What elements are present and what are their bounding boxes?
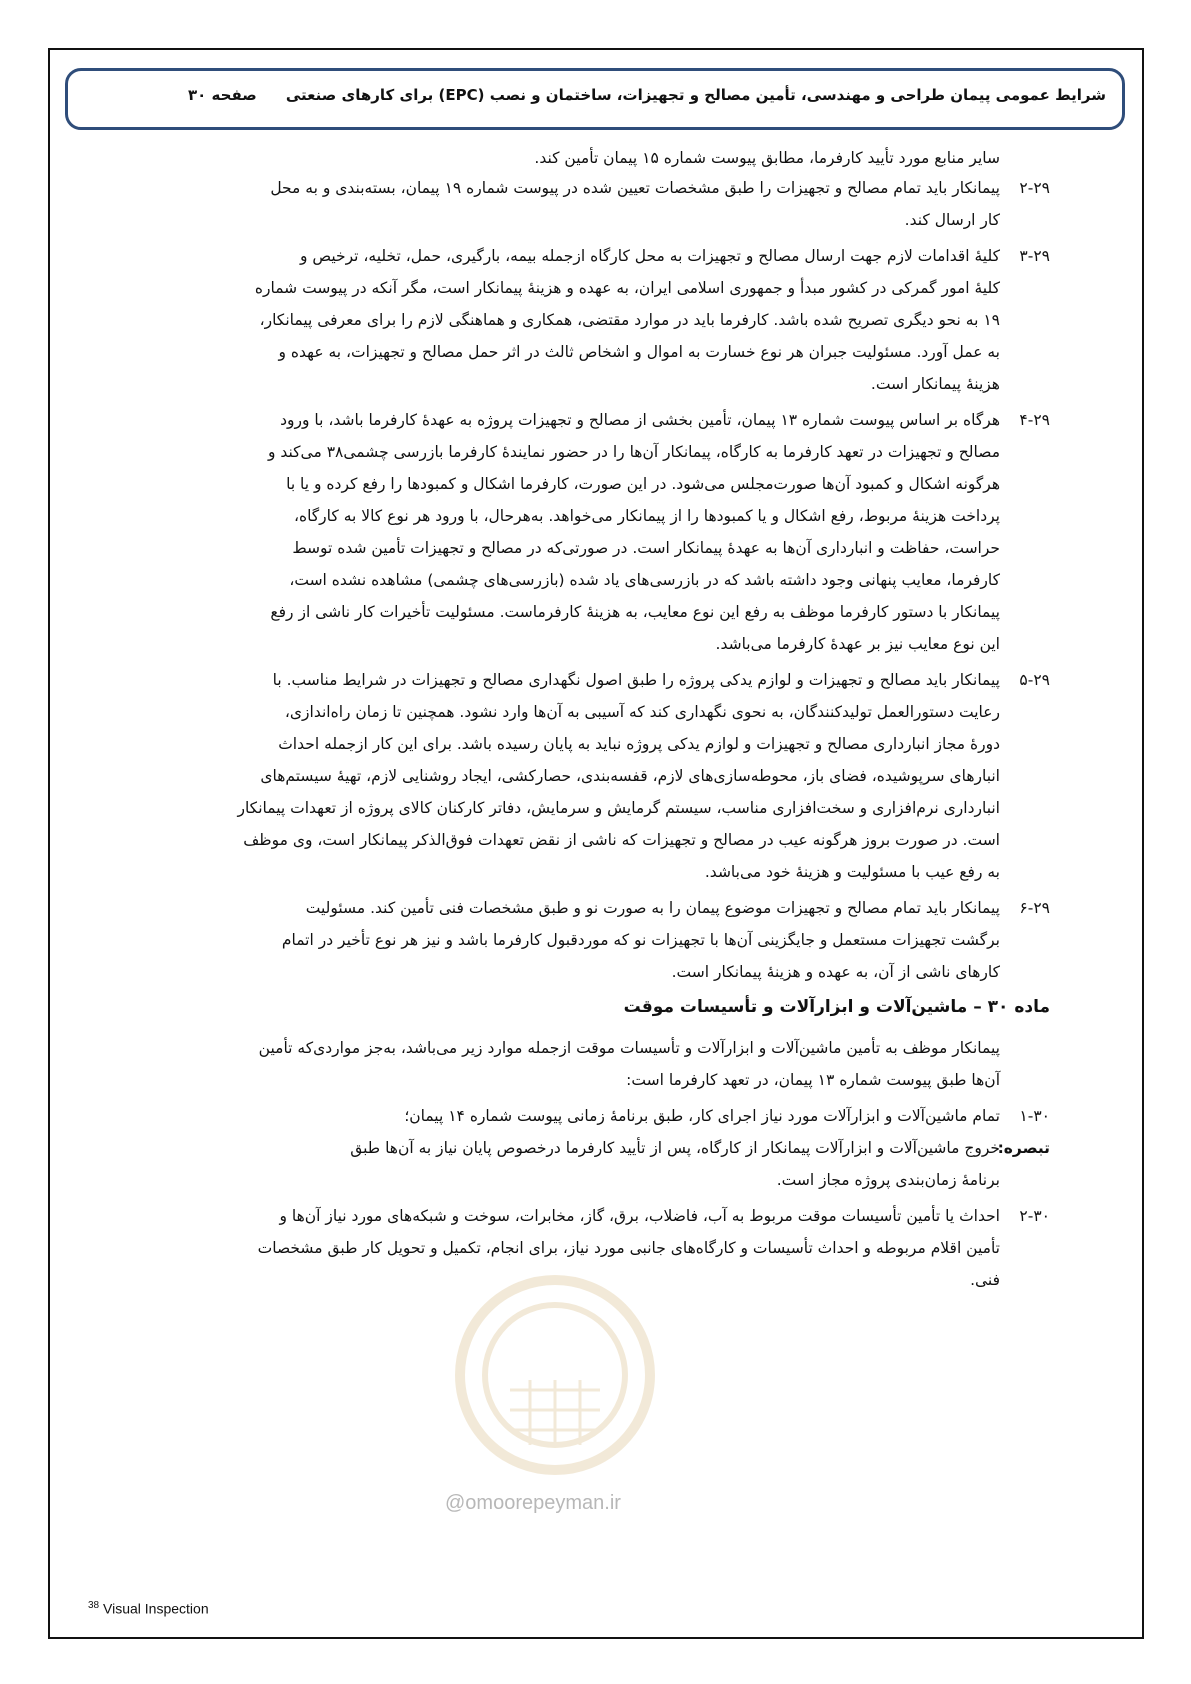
line-text: حراست، حفاظت و انبارداری آن‌ها به عهدهٔ پیمانکار است. در صورتی‌که در مصالح و تجهیزات تأمین شده توسط — [292, 539, 1000, 557]
clause-item — [88, 1204, 1050, 1228]
body-line — [88, 308, 1050, 332]
line-text: فنی. — [970, 1271, 1000, 1289]
line-text: کارهای ناشی از آن، به عهده و هزینهٔ پیمانکار است. — [671, 963, 1000, 981]
body-line — [88, 632, 1050, 656]
line-text: پیمانکار موظف به تأمین ماشین‌آلات و ابزارآلات و تأسیسات موقت ازجمله موارد زیر می‌باشد، به‌جز مواردی‌که تأمین — [258, 1039, 1000, 1057]
line-text: پیمانکار باید تمام مصالح و تجهیزات را طبق مشخصات تعیین شده در پیوست شماره ۱۹ پیمان، بسته‌بندی و به محل — [270, 179, 1000, 197]
note-line — [88, 1168, 1050, 1192]
clause-number: ۱-۳۰ — [1019, 1107, 1050, 1125]
line-text: پیمانکار باید تمام مصالح و تجهیزات موضوع پیمان را به صورت نو و طبق مشخصات فنی تأمین کند. مسئولیت — [305, 899, 1000, 917]
body-line — [88, 960, 1050, 984]
clause-number: ۶-۲۹ — [1019, 899, 1050, 917]
clause-number: ۴-۲۹ — [1019, 411, 1050, 429]
footnote-number: 38 — [88, 1600, 100, 1611]
body-line — [88, 828, 1050, 852]
line-text: مصالح و تجهیزات در تعهد کارفرما به کارگاه، پیمانکار آن‌ها را در حضور نمایندهٔ کارفرما بازرسی چشمی۳۸ می‌کند و — [267, 443, 1000, 461]
line-text: تمام ماشین‌آلات و ابزارآلات مورد نیاز اجرای کار، طبق برنامهٔ زمانی پیوست شماره ۱۴ پیمان؛ — [404, 1107, 1000, 1125]
body-line — [88, 732, 1050, 756]
footnote-text: Visual Inspection — [103, 1600, 209, 1617]
line-text: دورهٔ مجاز انبارداری مصالح و تجهیزات و لوازم یدکی پروژه نباید به پایان رسیده باشد. برای این کار ازجمله احداث — [278, 735, 1000, 753]
line-text: ۱۹ به نحو دیگری تصریح شده باشد. کارفرما باید در موارد مقتضی، همکاری و هماهنگی لازم را برای معرفی پیمانکار، — [259, 311, 1000, 329]
body-line — [88, 372, 1050, 396]
body-line — [88, 340, 1050, 364]
line-text: کار ارسال کند. — [904, 211, 1000, 229]
line-text: هزینهٔ پیمانکار است. — [870, 375, 1000, 393]
line-text: است. در صورت بروز هرگونه عیب در مصالح و تجهیزات که ناشی از نقض تعهدات فوق‌الذکر پیمانکار است، وی موظف — [243, 831, 1000, 849]
body-line — [88, 764, 1050, 788]
body-line — [88, 600, 1050, 624]
body-line — [88, 536, 1050, 560]
article-heading: ماده ۳۰ – ماشین‌آلات و ابزارآلات و تأسیسات موقت — [623, 997, 1050, 1017]
watermark-text: @omoorepeyman.ir — [445, 1492, 621, 1514]
line-text: پیمانکار با دستور کارفرما موظف به رفع این نوع معایب، به هزینهٔ کارفرماست. مسئولیت تأخیرات کار ناشی از رفع — [270, 603, 1000, 621]
body-line — [88, 208, 1050, 232]
body-line — [88, 504, 1050, 528]
line-text: کلیهٔ امور گمرکی در کشور مبدأ و جمهوری اسلامی ایران، به عهده و هزینهٔ پیمانکار است، مگر آنکه در پیوست شماره — [254, 279, 1000, 297]
clause-number: ۲-۳۰ — [1019, 1207, 1050, 1225]
line-text: برگشت تجهیزات مستعمل و جایگزینی آن‌ها با تجهیزات نو که موردقبول کارفرما باشد و نیز هر نوع تأخیر در اتمام — [281, 931, 1000, 949]
line-text: تأمین اقلام مربوطه و احداث تأسیسات و کارگاه‌های جانبی مورد نیاز، برای انجام، تکمیل و تحویل کار طبق مشخصات — [257, 1239, 1000, 1257]
body-line — [88, 700, 1050, 724]
note-line — [88, 1136, 1050, 1160]
body-line — [88, 276, 1050, 300]
line-text: احداث یا تأمین تأسیسات موقت مربوط به آب، فاضلاب، برق، گاز، مخابرات، سوخت و شبکه‌های مورد نیاز آن‌ها و — [279, 1207, 1000, 1225]
body-line — [88, 440, 1050, 464]
page-header — [65, 68, 1125, 130]
body-line — [88, 472, 1050, 496]
clause-number: ۲-۲۹ — [1019, 179, 1050, 197]
body-line — [88, 1068, 1050, 1092]
body-line — [88, 1236, 1050, 1260]
clause-number: ۳-۲۹ — [1019, 247, 1050, 265]
clause-number: ۵-۲۹ — [1019, 671, 1050, 689]
body-line — [88, 1268, 1050, 1292]
body-line — [88, 568, 1050, 592]
body-line — [88, 860, 1050, 884]
line-text: به عمل آورد. مسئولیت جبران هر نوع خسارت به اموال و اشخاص ثالث در اثر حمل مصالح و تجهیزات، به عهده و — [278, 343, 1000, 361]
line-text: هرگونه اشکال و کمبود آن‌ها صورت‌مجلس می‌شود. در این صورت، کارفرما اشکال و کمبودها را رفع کرده و یا با — [286, 475, 1000, 493]
line-text: هرگاه بر اساس پیوست شماره ۱۳ پیمان، تأمین بخشی از مصالح و تجهیزات پروژه به عهدهٔ کارفرما باشد، با ورود — [280, 411, 1000, 429]
line-text: خروج ماشین‌آلات و ابزارآلات پیمانکار از کارگاه، پس از تأیید کارفرما درخصوص پایان نیاز به آن‌ها طبق — [350, 1139, 1000, 1157]
body-line — [88, 408, 1050, 432]
line-text: به رفع عیب با مسئولیت و هزینهٔ خود می‌باشد. — [704, 863, 1000, 881]
body-line — [88, 668, 1050, 692]
body-line — [88, 146, 1050, 170]
line-text: کارفرما، معایب پنهانی وجود داشته باشد که در بازرسی‌های یاد شده (بازرسی‌های چشمی) مشاهده نشده است، — [289, 571, 1000, 589]
line-text: کلیهٔ اقدامات لازم جهت ارسال مصالح و تجهیزات به محل کارگاه ازجمله بیمه، بارگیری، حمل، تخلیه، ترخیص و — [299, 247, 1000, 265]
line-text: آن‌ها طبق پیوست شماره ۱۳ پیمان، در تعهد کارفرما است: — [626, 1071, 1000, 1089]
watermark-seal-icon — [440, 1270, 670, 1490]
line-text: انبارهای سرپوشیده، فضای باز، محوطه‌سازی‌های لازم، قفسه‌بندی، حصارکشی، ایجاد روشنایی لازم، تهیهٔ سیستم‌های — [260, 767, 1000, 785]
line-text: برنامهٔ زمان‌بندی پروژه مجاز است. — [776, 1171, 1000, 1189]
line-text: رعایت دستورالعمل تولیدکنندگان، به نحوی نگهداری کند که آسیبی به آن‌ها وارد نشود. همچنین تا زمان راه‌اندازی، — [284, 703, 1000, 721]
footnote — [88, 1600, 209, 1617]
body-line — [88, 896, 1050, 920]
body-line — [88, 244, 1050, 268]
body-line — [88, 1036, 1050, 1060]
document-title: شرایط عمومی پیمان طراحی و مهندسی، تأمین مصالح و تجهیزات، ساختمان و نصب (EPC) برای کارهای صنعتی — [285, 86, 1106, 104]
page-number: صفحه ۳۰ — [188, 86, 257, 104]
clause-item — [88, 1104, 1050, 1128]
line-text: سایر منابع مورد تأیید کارفرما، مطابق پیوست شماره ۱۵ پیمان تأمین کند. — [534, 149, 1000, 167]
line-text: پرداخت هزینهٔ مربوط، رفع اشکال و یا کمبودها را از پیمانکار می‌خواهد. به‌هرحال، با ورود هر نوع کالا به کارگاه، — [293, 507, 1000, 525]
body-line — [88, 176, 1050, 200]
body-line — [88, 796, 1050, 820]
note-label: تبصره: — [997, 1139, 1050, 1157]
body-line — [88, 928, 1050, 952]
line-text: پیمانکار باید مصالح و تجهیزات و لوازم یدکی پروژه را طبق اصول نگهداری مصالح و تجهیزات در شرایط مناسب. با — [272, 671, 1000, 689]
line-text: انبارداری نرم‌افزاری و سخت‌افزاری مناسب، سیستم گرمایش و سرمایش، دفاتر کارکنان کالای پروژه از تعهدات پیمانکار — [237, 799, 1000, 817]
line-text: این نوع معایب نیز بر عهدهٔ کارفرما می‌باشد. — [715, 635, 1000, 653]
